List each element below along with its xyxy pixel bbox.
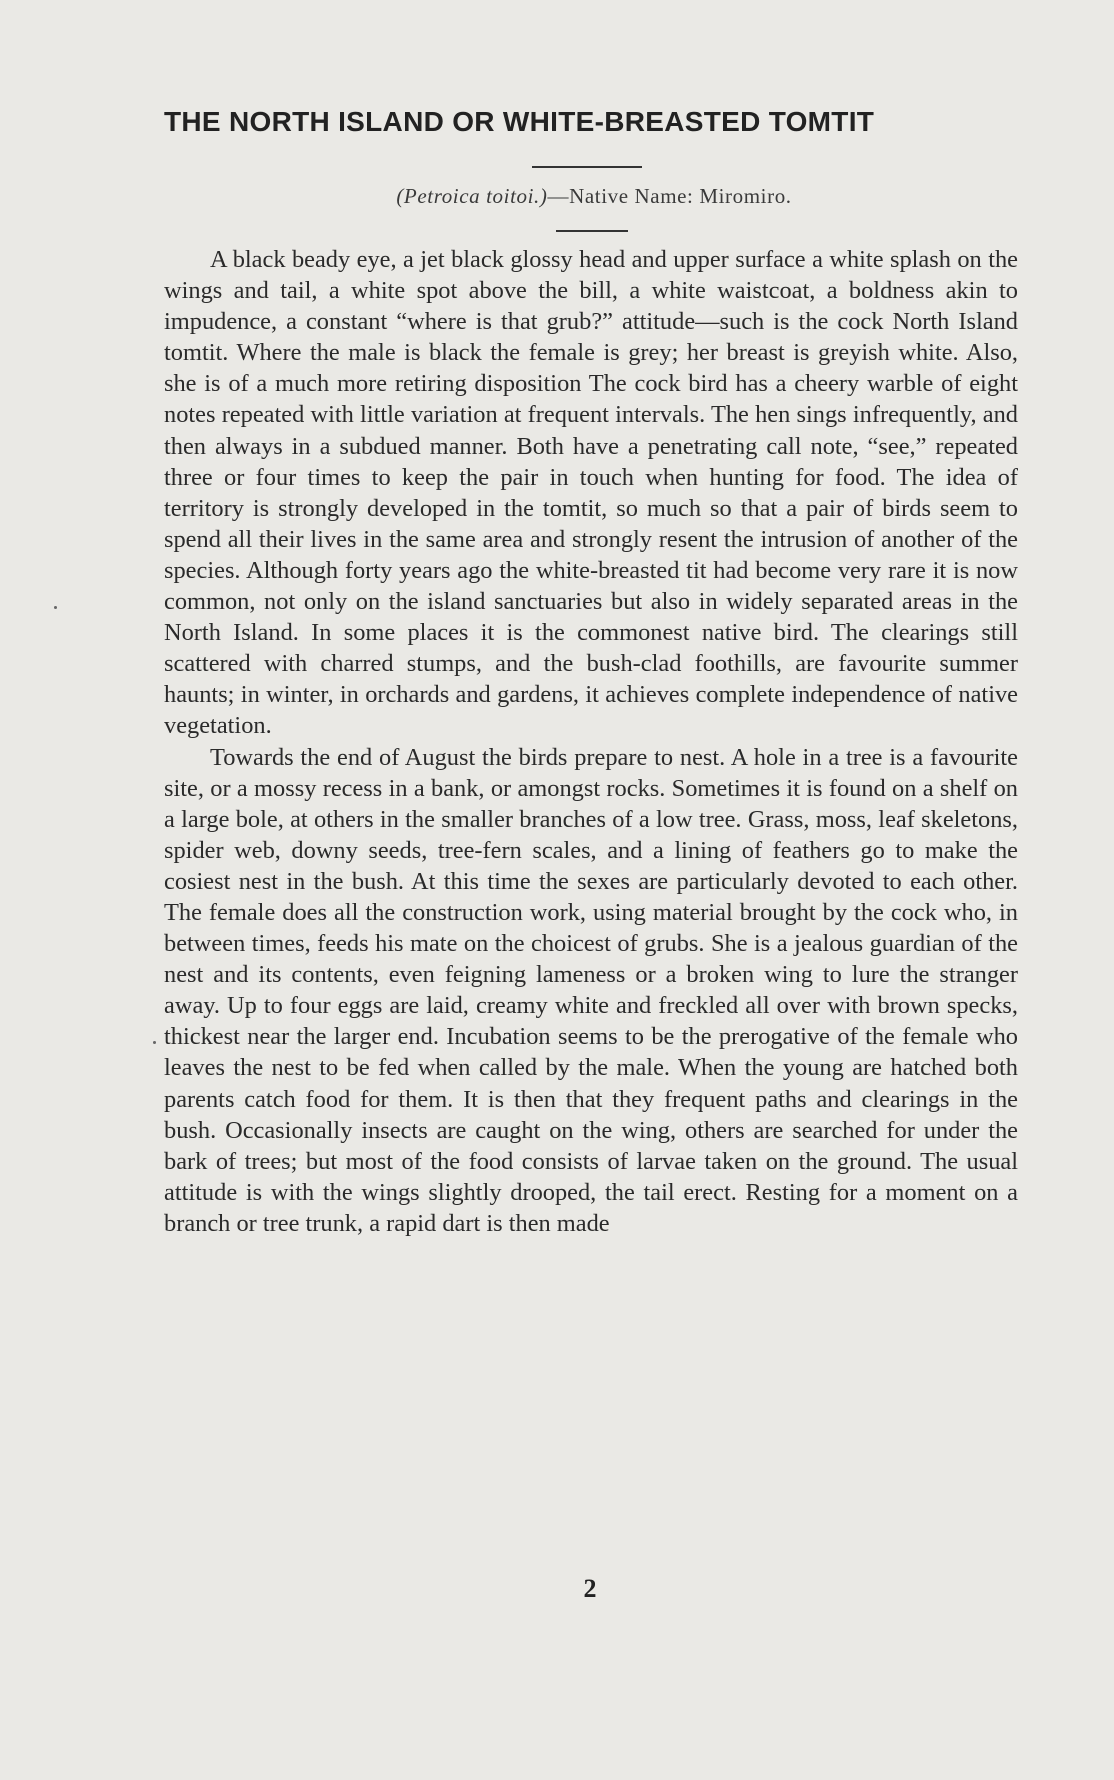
title-divider (532, 166, 642, 168)
article-title: THE NORTH ISLAND OR WHITE-BREASTED TOMTIT (164, 106, 875, 137)
article-body (164, 244, 1018, 1239)
subtitle-divider (556, 230, 628, 232)
paragraph-2: Towards the end of August the birds prepare to nest. A hole in a tree is a favourite site, or a mossy recess in a bank, or amongst rocks. Sometimes it is found on a shelf on a large bole, at others in the smaller branches of a low tree. Grass, moss, leaf skeletons, spider web, downy seeds, tree-fern scales, and a lining of feathers go to make the cosiest nest in the bush. At this time the sexes are particularly devoted to each other. The female does all the construction work, using material brought by the cock who, in between times, feeds his mate on the choicest of grubs. She is a jealous guardian of the nest and its contents, even feigning lameness or a broken wing to lure the stranger away. Up to four eggs are laid, creamy white and freckled all over with brown specks, thickest near the larger end. Incubation seems to be the prerogative of the female who leaves the nest to be fed when called by the male. When the young are hatched both parents catch food for them. It is then that they frequent paths and clearings in the bush. Occasionally insects are caught on the wing, others are searched for under the bark of trees; but most of the food consists of larvae taken on the ground. The usual attitude is with the wings slightly drooped, the tail erect. Resting for a moment on a branch or tree trunk, a rapid dart is then made (164, 743, 1018, 1237)
paragraph-1: A black beady eye, a jet black glossy head and upper surface a white splash on the wings and tail, a white spot above the bill, a white waistcoat, a boldness akin to impudence, a constant “where is that grub?” attitude—such is the cock North Island tomtit. Where the male is black the female is grey; her breast is greyish white. Also, she is of a much more retiring disposition The cock bird has a cheery warble of eight notes repeated with little variation at frequent intervals. The hen sings infrequently, and then always in a subdued manner. Both have a penetrating call note, “see,” repeated three or four times to keep the pair in touch when hunting for food. The idea of territory is strongly developed in the tomtit, so much so that a pair of birds seem to spend all their lives in the same area and strongly resent the intrusion of another of the species. Although forty years ago the white-breasted tit had become very rare it is now common, not only on the island sanctuaries but also in widely separated areas in the North Island. In some places it is the commonest native bird. The clearings still scattered with charred stumps, and the bush-clad foothills, are favourite summer haunts; in winter, in orchards and gardens, it achieves complete independence of native vegetation. (164, 246, 1018, 740)
native-name: —Native Name: Miromiro. (547, 184, 792, 208)
latin-name: (Petroica toitoi.) (396, 184, 548, 208)
paper-speck (54, 606, 57, 609)
species-subtitle (164, 184, 1024, 209)
paper-speck (153, 1041, 156, 1044)
page-number: 2 (583, 1574, 597, 1603)
